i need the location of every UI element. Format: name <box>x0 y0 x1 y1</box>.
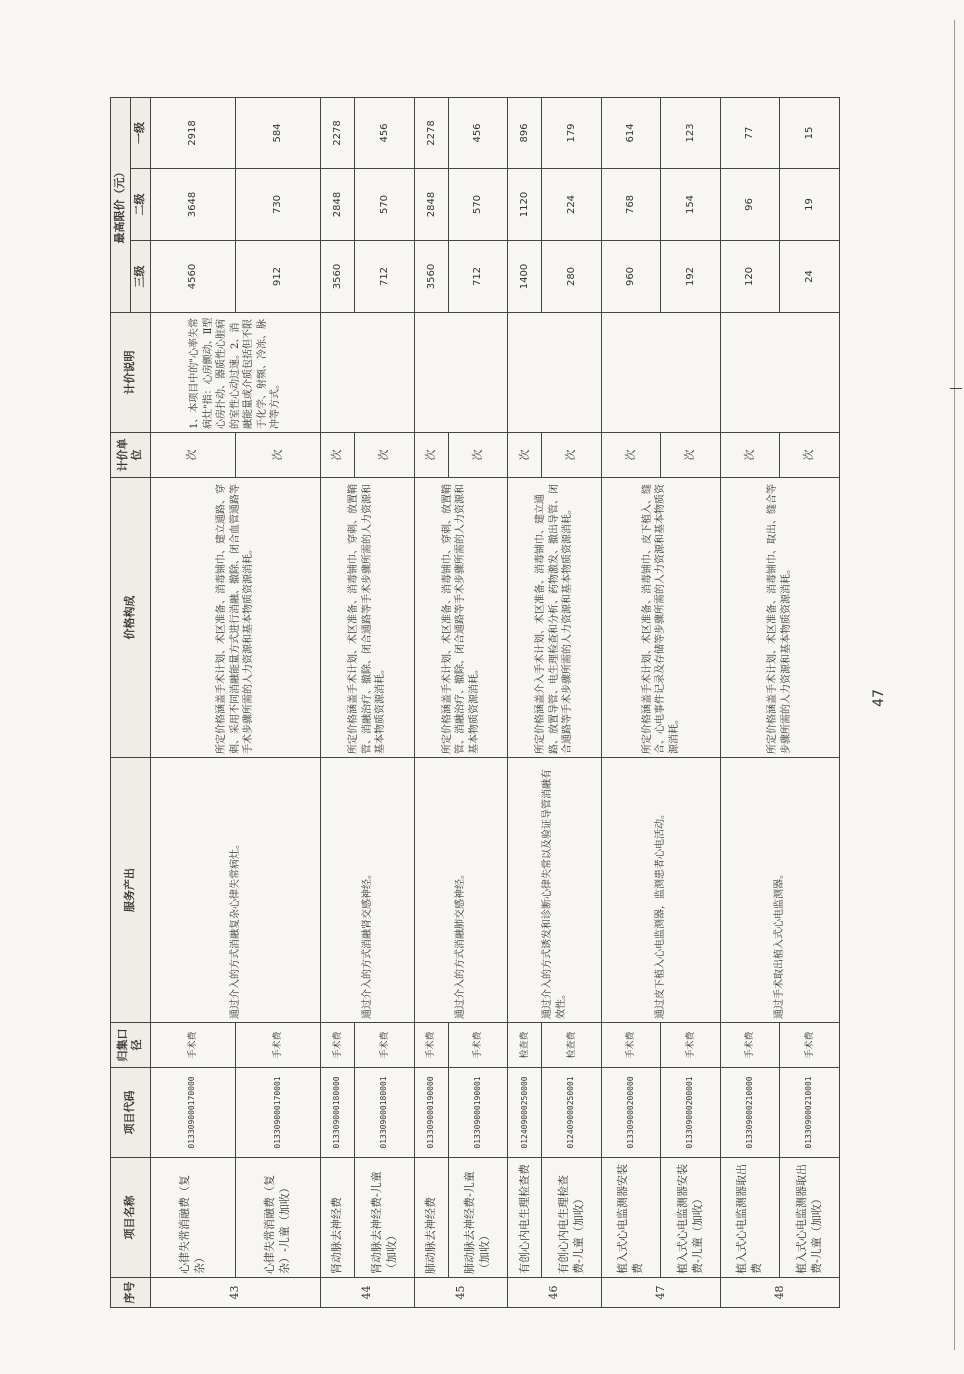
output-cell: 通过手术取出植入式心电监测器。 <box>720 758 839 1023</box>
header-category: 归集口径 <box>111 1023 151 1068</box>
price-grade2: 2848 <box>321 169 355 241</box>
name-cell: 植入式心电监测器安装费 <box>601 1158 661 1278</box>
price-grade1: 15 <box>780 98 840 169</box>
page-number: 47 <box>870 689 887 707</box>
composition-cell: 所定价格涵盖手术计划、术区准备、消毒铺巾、穿刺、放置鞘管、消融治疗、撤除、闭合通路等手术步骤所需的人力资源和基本物质资源消耗。 <box>321 478 415 758</box>
scan-edge-line <box>954 20 955 1350</box>
category-cell: 手术费 <box>720 1023 780 1068</box>
output-cell: 通过介入的方式消融复杂心律失常病灶。 <box>150 758 321 1023</box>
name-cell: 心律失常消融费（复杂） <box>150 1158 235 1278</box>
name-cell: 肾动脉去神经费-儿童（加收） <box>355 1158 415 1278</box>
category-cell: 手术费 <box>601 1023 661 1068</box>
category-cell: 手术费 <box>661 1023 721 1068</box>
code-cell: 013309000170000 <box>150 1068 235 1158</box>
header-grade2: 二级 <box>130 169 150 241</box>
price-grade1: 584 <box>236 98 321 169</box>
price-grade3: 712 <box>448 241 508 313</box>
header-note: 计价说明 <box>111 313 151 433</box>
price-grade2: 570 <box>448 169 508 241</box>
unit-cell: 次 <box>448 433 508 478</box>
price-grade3: 912 <box>236 241 321 313</box>
seq-cell: 46 <box>508 1278 602 1308</box>
code-cell: 013309000200001 <box>661 1068 721 1158</box>
seq-cell: 44 <box>321 1278 415 1308</box>
price-grade1: 2278 <box>321 98 355 169</box>
header-seq: 序号 <box>111 1278 151 1308</box>
name-cell: 肺动脉去神经费-儿童（加收） <box>448 1158 508 1278</box>
unit-cell: 次 <box>321 433 355 478</box>
unit-cell: 次 <box>355 433 415 478</box>
unit-cell: 次 <box>542 433 602 478</box>
composition-cell: 所定价格涵盖手术计划、术区准备、消毒铺巾、取出、缝合等步骤所需的人力资源和基本物质资源消耗。 <box>720 478 839 758</box>
table-row <box>414 98 448 1308</box>
header-output: 服务产出 <box>111 758 151 1023</box>
code-cell: 013309000210001 <box>780 1068 840 1158</box>
category-cell: 手术费 <box>150 1023 235 1068</box>
composition-cell: 所定价格涵盖介入手术计划、术区准备、消毒铺巾、建立通路、放置导管、电生理检查和分析、药物激发、撤出导管、闭合通路等手术步骤所需的人力资源和基本物质资源消耗。 <box>508 478 602 758</box>
category-cell: 手术费 <box>321 1023 355 1068</box>
category-cell: 手术费 <box>236 1023 321 1068</box>
price-grade1: 2278 <box>414 98 448 169</box>
price-grade3: 3560 <box>414 241 448 313</box>
name-cell: 植入式心电监测器取出费-儿童（加收） <box>780 1158 840 1278</box>
price-grade1: 123 <box>661 98 721 169</box>
price-grade1: 456 <box>355 98 415 169</box>
name-cell: 植入式心电监测器取出费 <box>720 1158 780 1278</box>
price-grade3: 120 <box>720 241 780 313</box>
price-grade2: 2848 <box>414 169 448 241</box>
note-cell <box>508 313 602 433</box>
price-grade2: 1120 <box>508 169 542 241</box>
seq-cell: 45 <box>414 1278 508 1308</box>
price-grade3: 4560 <box>150 241 235 313</box>
header-price-group: 最高限价（元） <box>111 98 131 313</box>
scan-tick-mark <box>950 388 962 389</box>
price-grade1: 896 <box>508 98 542 169</box>
price-grade3: 3560 <box>321 241 355 313</box>
unit-cell: 次 <box>236 433 321 478</box>
note-cell <box>321 313 415 433</box>
output-cell: 通过介入的方式消融肾交感神经。 <box>321 758 415 1023</box>
name-cell: 肺动脉去神经费 <box>414 1158 448 1278</box>
output-cell: 通过介入的方式诱发和诊断心律失常以及验证导管消融有效性。 <box>508 758 602 1023</box>
name-cell: 肾动脉去神经费 <box>321 1158 355 1278</box>
price-grade2: 224 <box>542 169 602 241</box>
price-grade1: 77 <box>720 98 780 169</box>
price-grade3: 960 <box>601 241 661 313</box>
code-cell: 012409000250000 <box>508 1068 542 1158</box>
name-cell: 有创心内电生理检查费 <box>508 1158 542 1278</box>
name-cell: 心律失常消融费（复杂）-儿童（加收） <box>236 1158 321 1278</box>
table-row <box>720 98 780 1308</box>
seq-cell: 43 <box>150 1278 321 1308</box>
category-cell: 手术费 <box>448 1023 508 1068</box>
header-unit: 计价单位 <box>111 433 151 478</box>
category-cell: 检查费 <box>508 1023 542 1068</box>
note-cell <box>414 313 508 433</box>
price-grade2: 3648 <box>150 169 235 241</box>
category-cell: 检查费 <box>542 1023 602 1068</box>
price-grade2: 570 <box>355 169 415 241</box>
price-grade2: 154 <box>661 169 721 241</box>
price-grade2: 96 <box>720 169 780 241</box>
unit-cell: 次 <box>661 433 721 478</box>
note-cell: 1、本项目中的"心率失常病灶"指：心房颤动、Ⅱ型心房扑动、器质性心脏病的室性心动过速。2、消融能量或介质包括但不限于化学、射频、冷冻、脉冲等方式。 <box>150 313 321 433</box>
category-cell: 手术费 <box>780 1023 840 1068</box>
price-grade1: 2918 <box>150 98 235 169</box>
composition-cell: 所定价格涵盖手术计划、术区准备、消毒铺巾、穿刺、放置鞘管、消融治疗、撤除、闭合通路等手术步骤所需的人力资源和基本物质资源消耗。 <box>414 478 508 758</box>
unit-cell: 次 <box>414 433 448 478</box>
header-grade3: 三级 <box>130 241 150 313</box>
category-cell: 手术费 <box>414 1023 448 1068</box>
code-cell: 013309000170001 <box>236 1068 321 1158</box>
output-cell: 通过介入的方式消融肺交感神经。 <box>414 758 508 1023</box>
unit-cell: 次 <box>508 433 542 478</box>
code-cell: 013309000190001 <box>448 1068 508 1158</box>
price-grade3: 712 <box>355 241 415 313</box>
code-cell: 013309000200000 <box>601 1068 661 1158</box>
name-cell: 植入式心电监测器安装费-儿童（加收） <box>661 1158 721 1278</box>
price-grade1: 456 <box>448 98 508 169</box>
name-cell: 有创心内电生理检查费-儿童（加收） <box>542 1158 602 1278</box>
code-cell: 012409000250001 <box>542 1068 602 1158</box>
table-row <box>601 98 661 1308</box>
header-name: 项目名称 <box>111 1158 151 1278</box>
note-cell <box>601 313 720 433</box>
seq-cell: 47 <box>601 1278 720 1308</box>
table-row <box>321 98 355 1308</box>
price-grade3: 280 <box>542 241 602 313</box>
header-code: 项目代码 <box>111 1068 151 1158</box>
seq-cell: 48 <box>720 1278 839 1308</box>
header-grade1: 一级 <box>130 98 150 169</box>
price-grade2: 768 <box>601 169 661 241</box>
composition-cell: 所定价格涵盖手术计划、术区准备、消毒铺巾、皮下植入、缝合、心电事件记录及存储等步骤所需的人力资源和基本物质资源消耗。 <box>601 478 720 758</box>
price-grade3: 192 <box>661 241 721 313</box>
note-cell <box>720 313 839 433</box>
code-cell: 013309000180001 <box>355 1068 415 1158</box>
price-grade3: 24 <box>780 241 840 313</box>
composition-cell: 所定价格涵盖手术计划、术区准备、消毒铺巾、建立通路、穿刺、采用不同消融能量方式进行消融、撤除、闭合血管通路等手术步骤所需的人力资源和基本物质资源消耗。 <box>150 478 321 758</box>
table-row <box>508 98 542 1308</box>
price-grade1: 179 <box>542 98 602 169</box>
category-cell: 手术费 <box>355 1023 415 1068</box>
price-grade2: 19 <box>780 169 840 241</box>
unit-cell: 次 <box>780 433 840 478</box>
price-grade1: 614 <box>601 98 661 169</box>
price-grade2: 730 <box>236 169 321 241</box>
output-cell: 通过皮下植入心电监测器，监测患者心电活动。 <box>601 758 720 1023</box>
unit-cell: 次 <box>720 433 780 478</box>
code-cell: 013309000180000 <box>321 1068 355 1158</box>
table-row <box>150 98 235 1308</box>
unit-cell: 次 <box>601 433 661 478</box>
price-table <box>110 97 840 1308</box>
unit-cell: 次 <box>150 433 235 478</box>
code-cell: 013309000190000 <box>414 1068 448 1158</box>
price-grade3: 1400 <box>508 241 542 313</box>
rotated-table-container <box>110 98 840 1308</box>
header-composition: 价格构成 <box>111 478 151 758</box>
code-cell: 013309000210000 <box>720 1068 780 1158</box>
